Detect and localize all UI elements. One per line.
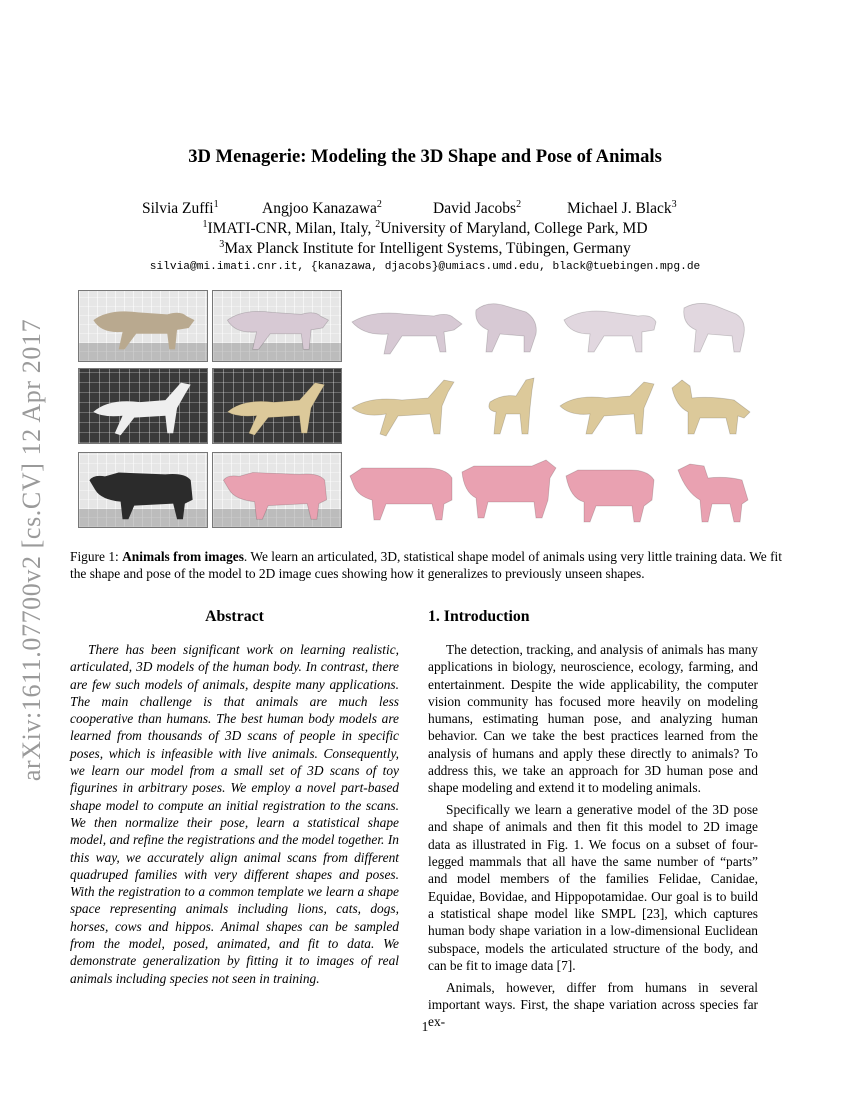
- horse-model-view-3: [556, 368, 664, 444]
- intro-paragraph-3: Animals, however, differ from humans in several important ways. First, the shape variation across species far ex-: [428, 979, 758, 1030]
- cow-model-view-3: [560, 452, 662, 528]
- cow-silhouette-icon: [79, 453, 207, 527]
- author-emails: silvia@mi.imati.cnr.it, {kanazawa, djacobs}@umiacs.umd.edu, black@tuebingen.mpg.de: [149, 261, 701, 273]
- author-1: Silvia Zuffi$^1$: [142, 199, 219, 217]
- dog-model-view-4: [664, 290, 764, 362]
- arxiv-stamp: [12, 290, 52, 810]
- author-3: David Jacobs$^2$: [433, 199, 522, 217]
- dog-photo-fit: [212, 290, 342, 362]
- horse-model-view-1: [346, 368, 466, 444]
- page-number: 1: [421, 1019, 429, 1034]
- author-2: Angjoo Kanazawa$^2$: [262, 199, 382, 217]
- dog-silhouette-icon: [79, 291, 207, 361]
- arxiv-identifier: arXiv:1611.07700v2 [cs.CV] 12 Apr 2017: [17, 318, 46, 782]
- intro-paragraph-2: Specifically we learn a generative model of the 3D pose and shape of animals and then fit this model to 2D image data as illustrated in Fig. 1. We focus on a subset of four-legged mammals that all have the same number of “parts” and model members of the families Felidae, Canidae, Equidae, Bovidae, and Hippopotamidae. Our goal is to build a statistical shape model like SMPL [23], which captures human body shape variation in a low-dimensional Euclidean subspace, models the articulated structure of the body, and can be fit to image data [7].: [428, 802, 758, 973]
- horse-photo-fit: [212, 368, 342, 444]
- intro-paragraph-1: The detection, tracking, and analysis of animals has many applications in biology, neuroscience, ecology, farming, and entertainment. Despite the wide applicability, the computer vision community has focused more heavily on modeling humans, estimating human pose, and analyzing human behavior. Can we take the best practices learned from the analysis of humans and apply these directly to animals? To address this, we take an approach for 3D human pose and shape modeling and extend it to modeling animals.: [428, 642, 758, 796]
- figure-1: [78, 290, 772, 530]
- paper-title: 3D Menagerie: Modeling the 3D Shape and Pose of Animals: [188, 146, 662, 167]
- dog-photo-original: [78, 290, 208, 362]
- horse-model-view-2: [476, 368, 556, 444]
- cow-photo-fit: [212, 452, 342, 528]
- cow-model-overlay-icon: [213, 453, 341, 527]
- dog-model-view-2: [466, 290, 556, 362]
- cow-model-view-1: [346, 452, 456, 528]
- author-4: Michael J. Black$^3$: [567, 199, 677, 217]
- abstract-body: There has been significant work on learning realistic, articulated, 3D models of the human body. In contrast, there are few such models of animals, despite many applications. The main challenge is that animals are much less cooperative than humans. The best human body models are learned from thousands of 3D scans of people in specific poses, which is infeasible with live animals. Consequently, we learn our model from a small set of 3D scans of toy figurines in arbitrary poses. We employ a novel part-based shape model to compute an initial registration to the scans. We then normalize their pose, learn a statistical shape model, and refine the registrations and the model together. In this way, we accurately align animal scans from different quadruped families with very different shapes and poses. With the registration to a common template we learn a shape space representing animals including lions, cats, dogs, horses, cows and hippos. Animal shapes can be sampled from the model, posed, animated, and fit to data. We demonstrate generalization by fitting it to images of real animals including species not seen in training.: [70, 642, 399, 986]
- horse-model-view-4: [664, 368, 764, 444]
- affiliation-line-2: $^3$Max Planck Institute for Intelligent Systems, Tübingen, Germany: [219, 239, 631, 257]
- affiliation-line-1: $^1$IMATI-CNR, Milan, Italy, $^2$University of Maryland, College Park, MD: [202, 219, 648, 237]
- horse-model-overlay-icon: [213, 369, 341, 443]
- cow-model-view-2: [458, 452, 558, 528]
- introduction-heading: 1. Introduction: [428, 608, 530, 625]
- dog-model-overlay-icon: [213, 291, 341, 361]
- dog-model-view-1: [346, 290, 466, 362]
- figure-1-caption: Figure 1: Animals from images. We learn an articulated, 3D, statistical shape model of animals using very little training data. We fit the shape and pose of the model to 2D image cues showing how it generalizes to previously unseen shapes.: [70, 549, 782, 581]
- cow-model-view-4: [668, 452, 764, 528]
- horse-photo-original: [78, 368, 208, 444]
- cow-photo-original: [78, 452, 208, 528]
- dog-model-view-3: [556, 290, 664, 362]
- abstract-heading: Abstract: [205, 608, 264, 625]
- introduction-body: [428, 641, 758, 1035]
- horse-silhouette-icon: [79, 369, 207, 443]
